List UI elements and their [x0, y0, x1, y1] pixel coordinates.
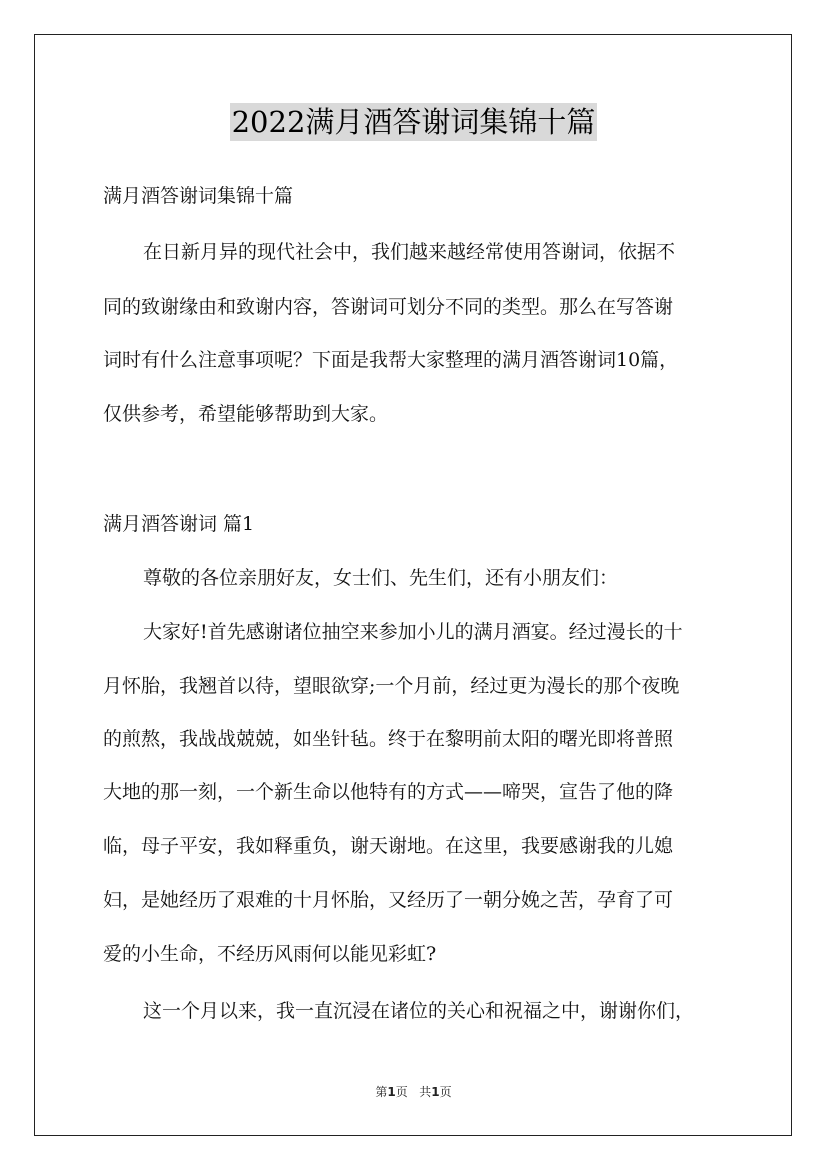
page-prefix: 第: [375, 1085, 388, 1099]
page-number: 1: [387, 1085, 396, 1099]
body-line: 的煎熬，我战战兢兢，如坐针毡。终于在黎明前太阳的曙光即将普照: [103, 728, 674, 750]
page-footer: [0, 1083, 827, 1100]
body-line: 大家好!首先感谢诸位抽空来参加小儿的满月酒宴。经过漫长的十: [143, 621, 683, 643]
intro-line: 在日新月异的现代社会中，我们越来越经常使用答谢词，依据不: [143, 241, 676, 263]
total-suffix: 页: [439, 1085, 452, 1099]
body-line: 临，母子平安，我如释重负，谢天谢地。在这里，我要感谢我的儿媳: [103, 835, 674, 857]
section-heading: 满月酒答谢词 篇1: [103, 513, 255, 535]
intro-line: 同的致谢缘由和致谢内容，答谢词可划分不同的类型。那么在写答谢: [103, 296, 674, 318]
document-title-text: 2022满月酒答谢词集锦十篇: [231, 105, 596, 139]
document-title: [0, 100, 827, 141]
body-line: 爱的小生命，不经历风雨何以能见彩虹?: [103, 943, 437, 965]
intro-line: 仅供参考，希望能够帮助到大家。: [103, 403, 389, 425]
greeting-line: 尊敬的各位亲朋好友，女士们、先生们，还有小朋友们：: [143, 567, 619, 589]
total-pages: 1: [431, 1085, 440, 1099]
document-subtitle: 满月酒答谢词集锦十篇: [103, 185, 294, 207]
body-line: 妇，是她经历了艰难的十月怀胎，又经历了一朝分娩之苦，孕育了可: [103, 889, 674, 911]
intro-line: 词时有什么注意事项呢？下面是我帮大家整理的满月酒答谢词10篇，: [103, 349, 679, 371]
page-suffix: 页: [395, 1085, 408, 1099]
body-line: 大地的那一刻，一个新生命以他特有的方式——啼哭，宣告了他的降: [103, 781, 674, 803]
total-prefix: 共: [419, 1085, 432, 1099]
body-line-last: 这一个月以来，我一直沉浸在诸位的关心和祝福之中，谢谢你们，: [143, 1000, 695, 1022]
body-line: 月怀胎，我翘首以待，望眼欲穿;一个月前，经过更为漫长的那个夜晚: [103, 675, 680, 697]
